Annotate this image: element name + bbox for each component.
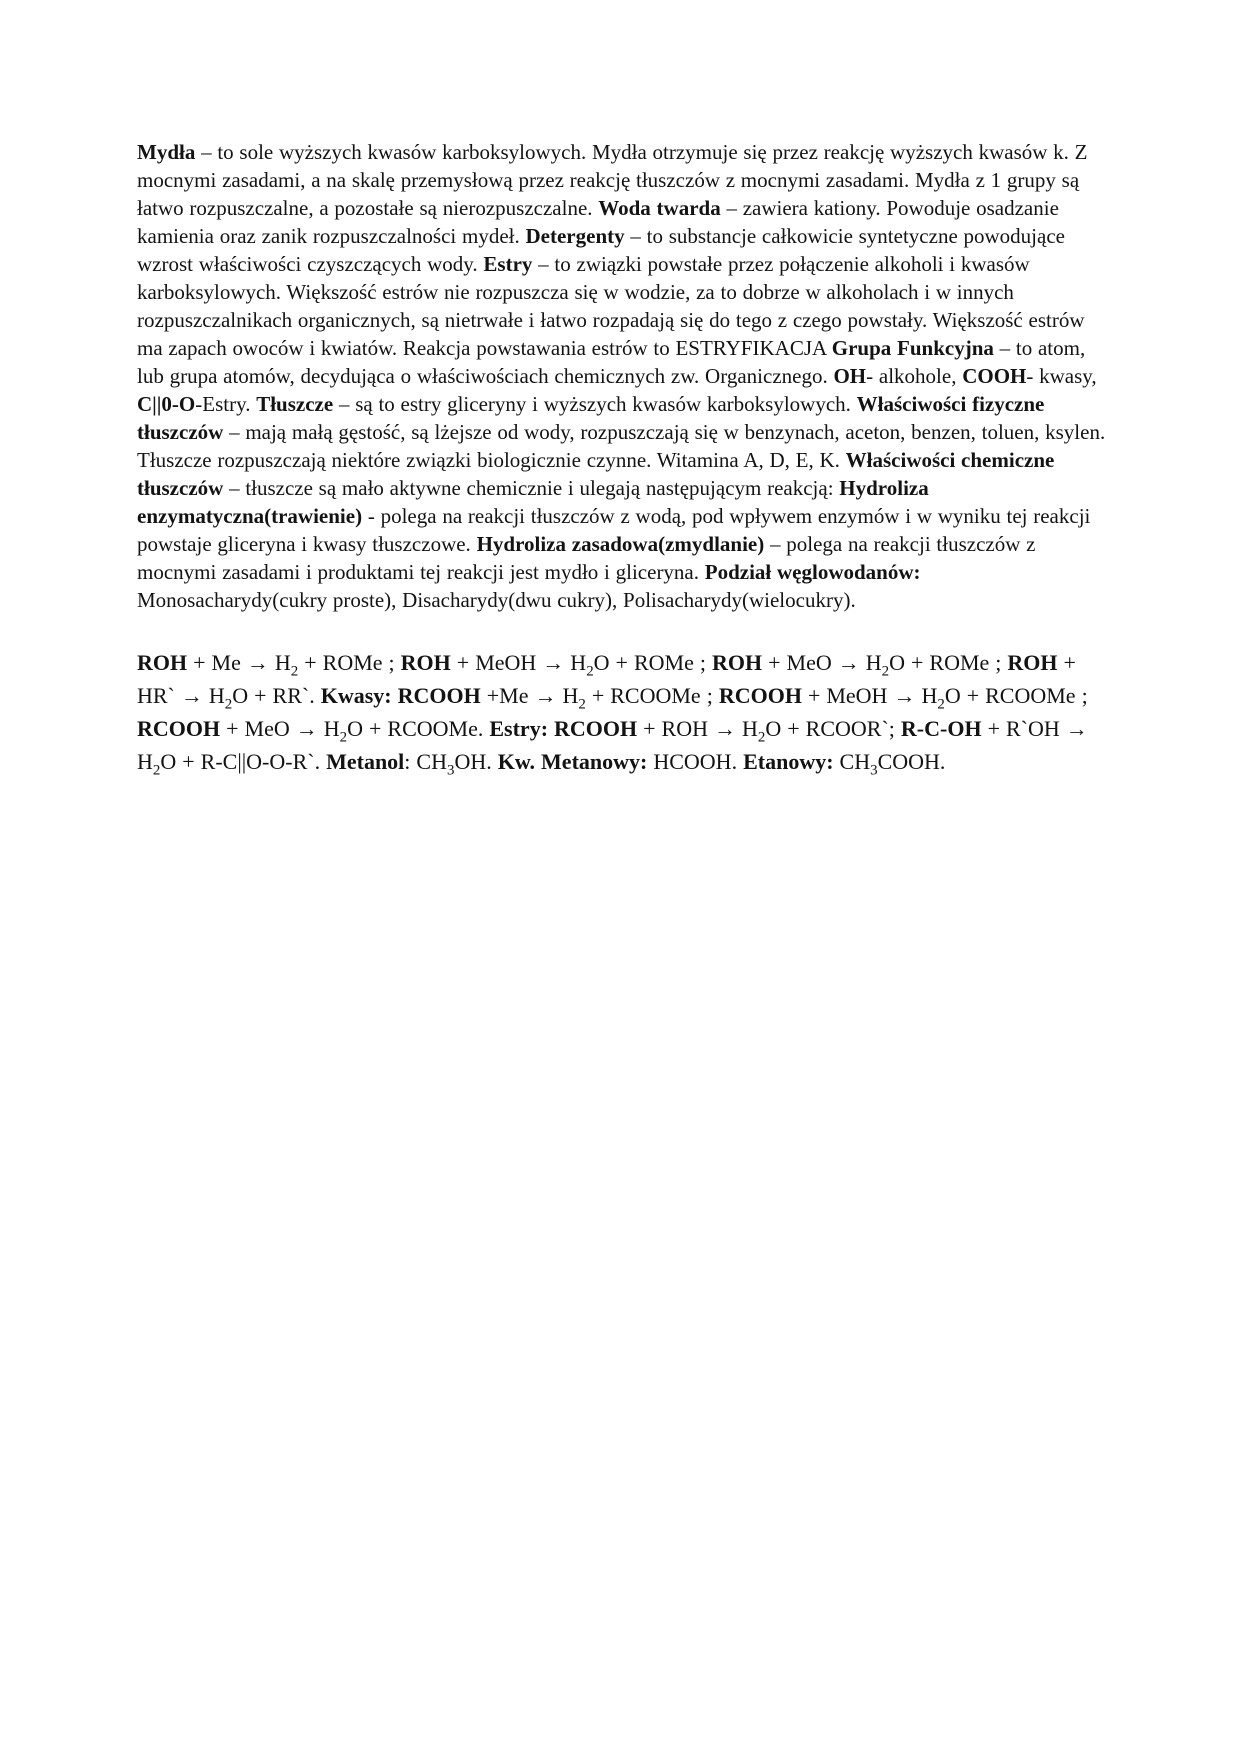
page-content — [137, 138, 1109, 778]
paragraph-definitions: Mydła – to sole wyższych kwasów karboksylowych. Mydła otrzymuje się przez reakcję wyższych kwasów k. Z mocnymi zasadami, a na skalę przemysłową przez reakcję tłuszczów z mocnymi zasadami. Mydła z 1 grupy są łatwo rozpuszczalne, a pozostałe są nierozpuszczalne. Woda twarda – zawiera kationy. Powoduje osadzanie kamienia oraz zanik rozpuszczalności mydeł. Detergenty – to substancje całkowicie syntetyczne powodujące wzrost właściwości czyszczących wody. Estry – to związki powstałe przez połączenie alkoholi i kwasów karboksylowych. Większość estrów nie rozpuszcza się w wodzie, za to dobrze w alkoholach i w innych rozpuszczalnikach organicznych, są nietrwałe i łatwo rozpadają się do tego z czego powstały. Większość estrów ma zapach owoców i kwiatów. Reakcja powstawania estrów to ESTRYFIKACJA Grupa Funkcyjna – to atom, lub grupa atomów, decydująca o właściwościach chemicznych zw. Organicznego. OH- alkohole, COOH- kwasy, C||0-O-Estry. Tłuszcze – są to estry gliceryny i wyższych kwasów karboksylowych. Właściwości fizyczne tłuszczów – mają małą gęstość, są lżejsze od wody, rozpuszczają się w benzynach, aceton, benzen, toluen, ksylen. Tłuszcze rozpuszczają niektóre związki biologicznie czynne. Witamina A, D, E, K. Właściwości chemiczne tłuszczów – tłuszcze są mało aktywne chemicznie i ulegają następującym reakcją: Hydroliza enzymatyczna(trawienie) - polega na reakcji tłuszczów z wodą, pod wpływem enzymów i w wyniku tej reakcji powstaje gliceryna i kwasy tłuszczowe. Hydroliza zasadowa(zmydlanie) – polega na reakcji tłuszczów z mocnymi zasadami i produktami tej reakcji jest mydło i gliceryna. Podział węglowodanów: Monosacharydy(cukry proste), Disacharydy(dwu cukry), Polisacharydy(wielocukry). — [137, 140, 1106, 612]
paragraph-reactions: ROH + $Me \to H_2$ + ROMe ; ROH + MeOH → $H_2O$ + ROMe ; ROH + MeO → $H_2O$ + ROMe ; ROH + HR` → $H_2O$ + RR`. Kwasy: RCOOH $+Me \to H_2$ + RCOOMe ; RCOOH + MeOH → $H_2O$ + RCOOMe ; RCOOH + MeO → $H_2O$ + RCOOMe. Estry: RCOOH + ROH → $H_2O$ + RCOOR`; R-C-OH + R`OH → $H_2O$ + R-C||O-O-R`. Metanol: $CH_3OH$. Kw. Metanowy: HCOOH. Etanowy: $CH_3COOH$. — [137, 650, 1088, 779]
